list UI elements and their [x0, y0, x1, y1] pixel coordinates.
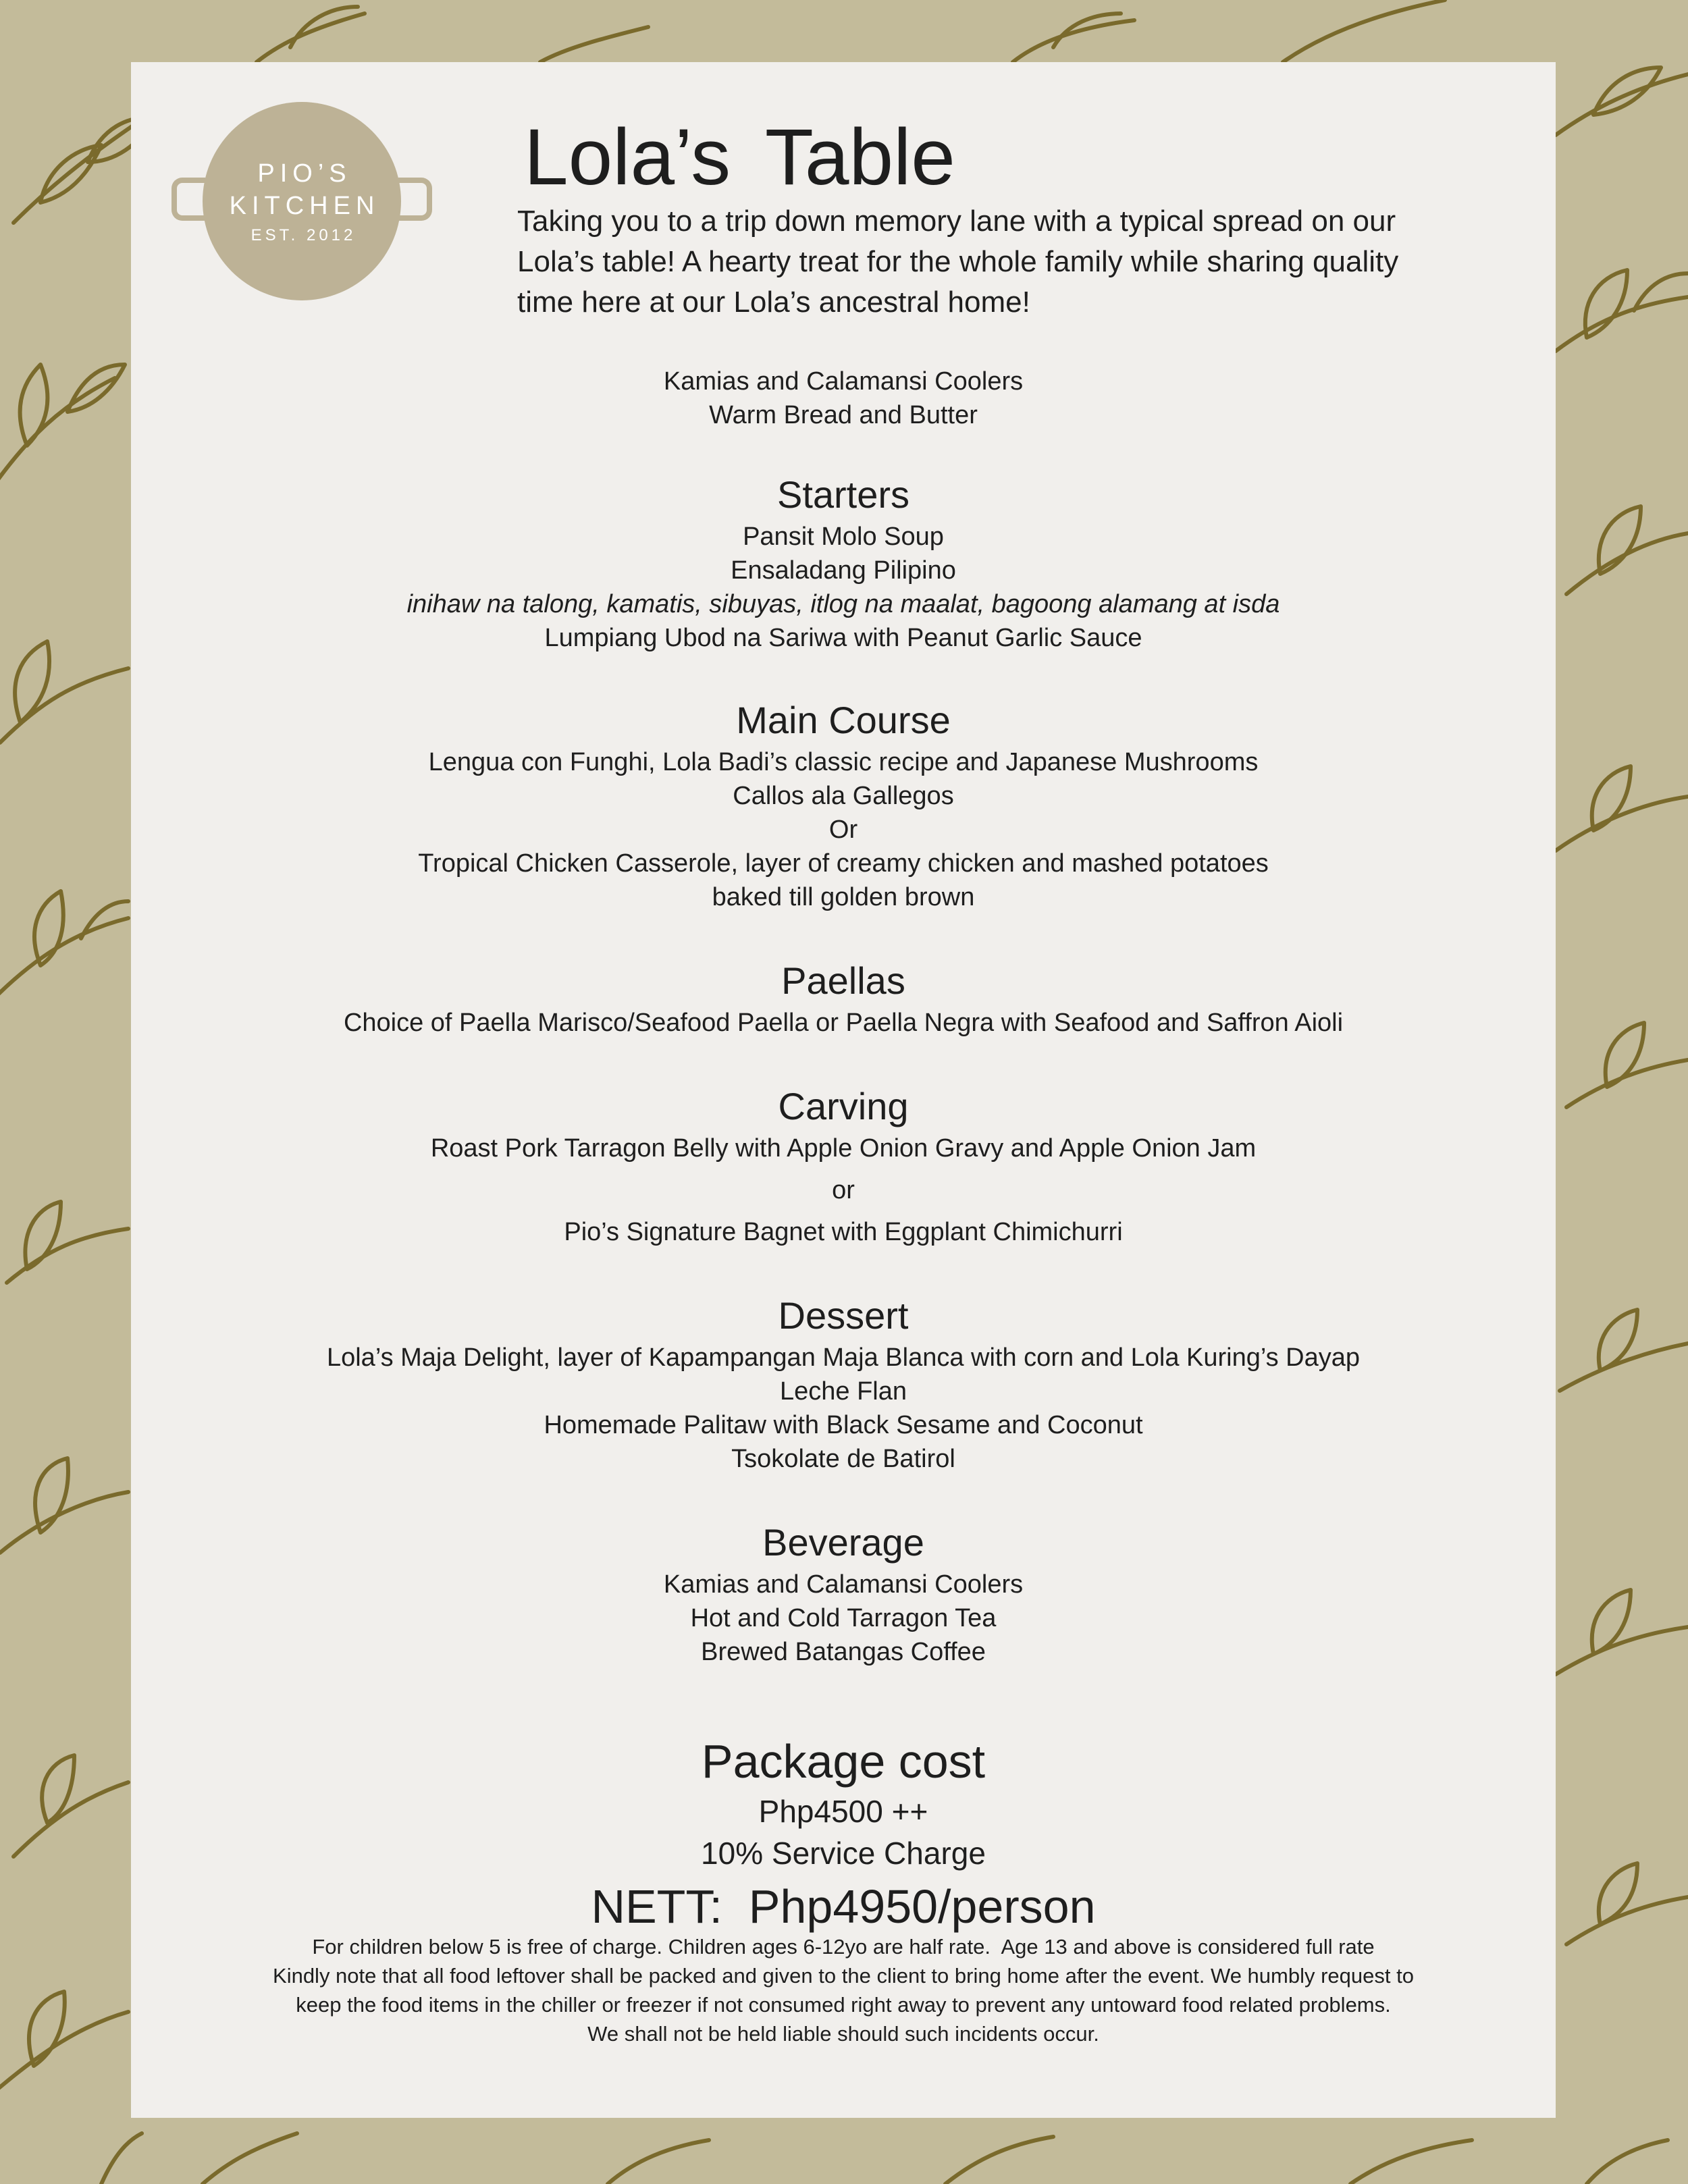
menu-item: Tsokolate de Batirol [731, 1445, 955, 1473]
package-heading: Package cost [701, 1735, 986, 1788]
package-nett-price: NETT: Php4950/person [591, 1880, 1096, 1933]
menu-item: Leche Flan [779, 1377, 907, 1406]
fine-print-line: We shall not be held liable should such incidents occur. [587, 2022, 1099, 2046]
section-heading-starters: Starters [776, 473, 910, 516]
package-service-charge: 10% Service Charge [701, 1836, 986, 1871]
menu-item: Ensaladang Pilipino [731, 556, 956, 585]
logo-text [203, 102, 401, 300]
fine-print-line: For children below 5 is free of charge. Children ages 6-12yo are half rate. Age 13 and above is considered full rate [312, 1935, 1375, 1959]
menu-item: Lola’s Maja Delight, layer of Kapampangan Maja Blanca with corn and Lola Kuring’s Dayap [326, 1343, 1361, 1372]
menu-item-separator: Or [828, 816, 858, 844]
fine-print [131, 1932, 1556, 2048]
menu-item: Choice of Paella Marisco/Seafood Paella or Paella Negra with Seafood and Saffron Aioli [343, 1009, 1344, 1037]
logo-brand-line-2: KITCHEN [229, 192, 380, 220]
package-section [131, 1732, 1556, 1939]
fine-print-line: Kindly note that all food leftover shall be packed and given to the client to bring home after the event. We humbly request to [273, 1964, 1414, 1988]
starters-section [131, 470, 1556, 655]
pot-handle-right [398, 178, 432, 221]
menu-item: Roast Pork Tarragon Belly with Apple Onion Gravy and Apple Onion Jam [430, 1134, 1257, 1163]
menu-item: Brewed Batangas Coffee [701, 1638, 986, 1666]
section-heading-main-course: Main Course [736, 699, 951, 741]
carving-section [131, 1082, 1556, 1249]
logo-brand-line-1: PIO’S [257, 159, 352, 188]
section-heading-carving: Carving [778, 1085, 909, 1127]
menu-item-description: inihaw na talong, kamatis, sibuyas, itlog na maalat, bagoong alamang at isda [406, 590, 1280, 618]
pios-kitchen-logo [170, 100, 433, 302]
dessert-section [131, 1291, 1556, 1476]
menu-item: Lengua con Funghi, Lola Badi’s classic recipe and Japanese Mushrooms [428, 748, 1259, 776]
menu-item: Callos ala Gallegos [733, 782, 954, 810]
menu-item: Homemade Palitaw with Black Sesame and Coconut [544, 1411, 1143, 1439]
menu-item: Hot and Cold Tarragon Tea [690, 1604, 997, 1632]
beverage-section [131, 1518, 1556, 1669]
main-course-section [131, 695, 1556, 914]
package-price: Php4500 ++ [758, 1794, 928, 1829]
welcome-item: Kamias and Calamansi Coolers [663, 367, 1024, 396]
section-heading-beverage: Beverage [762, 1521, 924, 1564]
menu-item: baked till golden brown [712, 883, 975, 911]
welcome-item: Warm Bread and Butter [709, 401, 978, 429]
menu-card [131, 62, 1556, 2118]
menu-title: Lola’s Table [524, 113, 955, 202]
pot-handle-left [172, 178, 205, 221]
menu-intro: Taking you to a trip down memory lane with a typical spread on our Lola’s table! A hearty treat for the whole family while sharing quality time here at our Lola’s ancestral home! [517, 205, 1399, 319]
menu-item: Lumpiang Ubod na Sariwa with Peanut Garlic Sauce [544, 624, 1142, 652]
menu-item-separator: or [832, 1176, 855, 1204]
paellas-section [131, 956, 1556, 1040]
section-heading-dessert: Dessert [778, 1294, 909, 1337]
section-heading-paellas: Paellas [781, 959, 905, 1002]
welcome-section [131, 365, 1556, 432]
menu-item: Tropical Chicken Casserole, layer of creamy chicken and mashed potatoes [418, 849, 1269, 878]
menu-item: Pansit Molo Soup [743, 523, 944, 551]
logo-established: EST. 2012 [250, 226, 357, 244]
fine-print-line: keep the food items in the chiller or freezer if not consumed right away to prevent any untoward food related problems. [296, 1993, 1391, 2017]
menu-item: Pio’s Signature Bagnet with Eggplant Chimichurri [564, 1218, 1123, 1246]
menu-item: Kamias and Calamansi Coolers [663, 1570, 1024, 1599]
